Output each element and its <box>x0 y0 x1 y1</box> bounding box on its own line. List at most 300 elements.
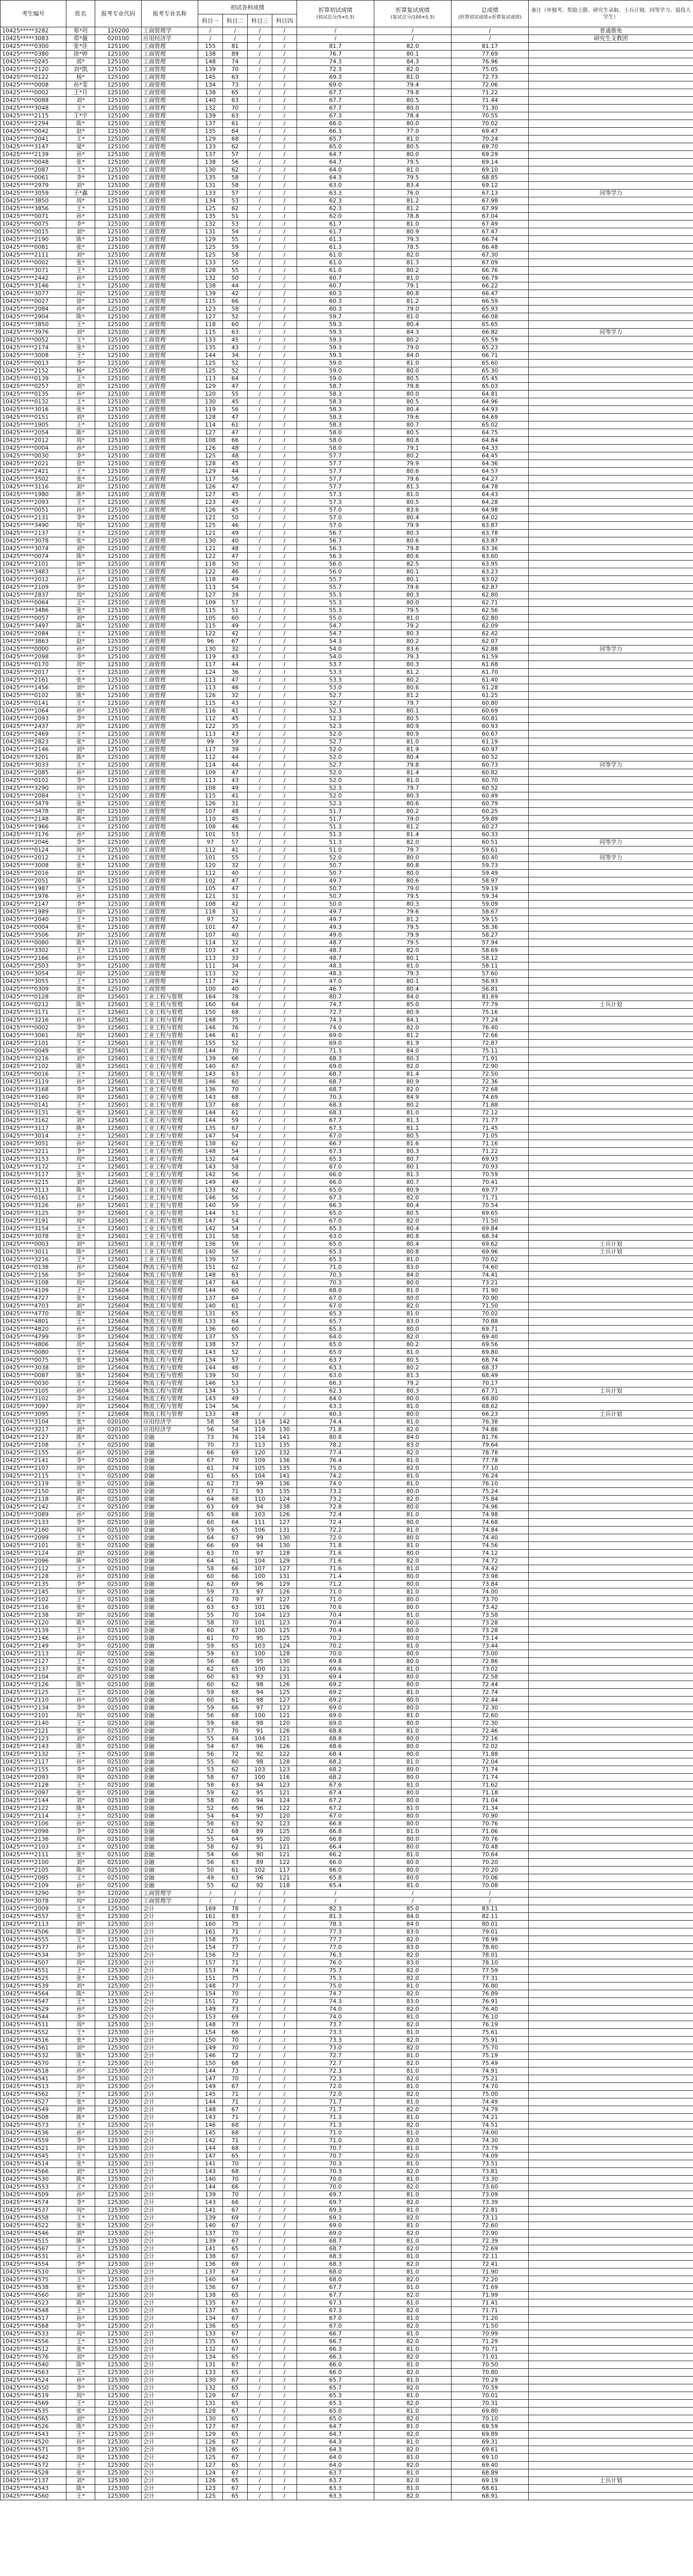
cell-initial-score: 69.0 <box>297 2222 374 2230</box>
cell-total-score: 75.19 <box>452 2052 529 2060</box>
cell-total-score: 68.80 <box>452 1395 529 1403</box>
cell-major-code: 125601 <box>95 1202 142 1210</box>
cell-total-score: 70.93 <box>452 1163 529 1171</box>
cell-retest-score: 81.0 <box>374 166 452 174</box>
cell-remark <box>529 1550 693 1557</box>
cell-subject-4: / <box>272 2207 297 2214</box>
cell-name: 徐*婷 <box>66 50 95 58</box>
cell-major-name: 工商管理 <box>142 391 198 398</box>
cell-total-score: 71.05 <box>452 1132 529 1140</box>
cell-major-code: 125100 <box>95 514 142 522</box>
cell-subject-4: / <box>272 1202 297 1210</box>
cell-major-code: 125300 <box>95 2238 142 2245</box>
cell-total-score: 73.21 <box>452 1279 529 1287</box>
cell-subject-4: / <box>272 275 297 282</box>
cell-subject-3: / <box>248 2377 272 2384</box>
cell-total-score: 72.60 <box>452 2222 529 2230</box>
cell-subject-1: 147 <box>198 1217 223 1225</box>
cell-major-name: 金融 <box>142 1604 198 1612</box>
cell-subject-4: / <box>272 1233 297 1241</box>
cell-major-name: 金融 <box>142 1465 198 1472</box>
cell-major-code: 125601 <box>95 1125 142 1132</box>
cell-total-score: 64.81 <box>452 391 529 398</box>
cell-major-code: 125300 <box>95 1998 142 2006</box>
cell-total-score: 72.30 <box>452 1704 529 1712</box>
cell-remark <box>529 2446 693 2454</box>
cell-subject-3: / <box>248 885 272 893</box>
cell-initial-score: 63.0 <box>297 182 374 190</box>
cell-subject-2: 58 <box>223 1163 248 1171</box>
cell-subject-3: 101 <box>248 1604 272 1612</box>
cell-subject-2: 83 <box>223 1913 248 1921</box>
cell-candidate-id: 10425*****2107 <box>1 1465 66 1472</box>
cell-subject-4: / <box>272 1272 297 1279</box>
cell-total-score: 81.69 <box>452 993 529 1001</box>
cell-subject-1: 138 <box>198 282 223 290</box>
cell-initial-score: 55.0 <box>297 615 374 622</box>
cell-initial-score: 46.7 <box>297 986 374 993</box>
cell-retest-score: 80.0 <box>374 1279 452 1287</box>
table-row <box>1 421 693 429</box>
cell-major-name: 金融 <box>142 1480 198 1488</box>
cell-retest-score: 81.0 <box>374 221 452 228</box>
cell-remark <box>529 2145 693 2153</box>
cell-major-code: 125100 <box>95 236 142 244</box>
cell-subject-4: / <box>272 135 297 143</box>
cell-candidate-id: 10425*****2115 <box>1 112 66 120</box>
table-row <box>1 2238 693 2245</box>
cell-subject-1: 54 <box>198 1812 223 1820</box>
cell-subject-3: / <box>248 429 272 437</box>
cell-name: 孙* <box>66 1882 95 1890</box>
table-row <box>1 615 693 622</box>
cell-total-score: 69.96 <box>452 1248 529 1256</box>
cell-name: 王* <box>66 1967 95 1975</box>
cell-candidate-id: 10425*****2100 <box>1 1859 66 1867</box>
cell-name: 陈* <box>66 236 95 244</box>
cell-remark <box>529 754 693 761</box>
cell-subject-2: 81 <box>223 43 248 50</box>
cell-major-name: 会计 <box>142 2284 198 2292</box>
cell-candidate-id: 10425*****4519 <box>1 2392 66 2400</box>
cell-major-name: 工业工程与管理 <box>142 1024 198 1032</box>
cell-name: 李* <box>66 1333 95 1341</box>
table-row <box>1 282 693 290</box>
cell-name: 李* <box>66 2013 95 2021</box>
cell-subject-4: / <box>272 1024 297 1032</box>
cell-subject-1: 113 <box>198 777 223 785</box>
cell-total-score: 69.29 <box>452 151 529 159</box>
cell-subject-3: / <box>248 622 272 630</box>
table-row <box>1 1681 693 1689</box>
cell-retest-score: 80.3 <box>374 901 452 908</box>
cell-initial-score: 70.6 <box>297 1604 374 1612</box>
cell-major-name: 金融 <box>142 1627 198 1635</box>
cell-remark: 士兵计划 <box>529 1248 693 1256</box>
table-row <box>1 2044 693 2052</box>
cell-major-code: 125100 <box>95 313 142 321</box>
cell-remark <box>529 2191 693 2199</box>
cell-candidate-id: 10425*****2017 <box>1 669 66 676</box>
cell-major-code: 125100 <box>95 421 142 429</box>
cell-subject-2: 69 <box>223 2013 248 2021</box>
cell-major-name: 工商管理 <box>142 306 198 313</box>
cell-subject-1: 118 <box>198 561 223 568</box>
cell-subject-3: / <box>248 514 272 522</box>
cell-retest-score: 81.0 <box>374 2438 452 2446</box>
cell-subject-2: 67 <box>223 1534 248 1542</box>
cell-major-code: 125100 <box>95 522 142 530</box>
cell-subject-1: 145 <box>198 74 223 81</box>
table-row <box>1 1341 693 1349</box>
cell-name: 周* <box>66 1650 95 1658</box>
table-row <box>1 89 693 97</box>
cell-remark <box>529 1959 693 1967</box>
cell-major-name: 会计 <box>142 2037 198 2044</box>
cell-name: 刘* <box>66 1426 95 1434</box>
cell-candidate-id: 10425*****2102 <box>1 1596 66 1604</box>
cell-subject-1: 132 <box>198 2384 223 2392</box>
cell-major-code: 025100 <box>95 1472 142 1480</box>
cell-subject-4: / <box>272 1047 297 1055</box>
cell-remark <box>529 831 693 839</box>
cell-subject-3: / <box>248 707 272 715</box>
table-row <box>1 128 693 135</box>
cell-major-name: 工商管理 <box>142 877 198 885</box>
cell-major-code: 125604 <box>95 1318 142 1326</box>
cell-initial-score: 54.3 <box>297 638 374 646</box>
cell-initial-score: 58.3 <box>297 421 374 429</box>
cell-total-score: 60.51 <box>452 839 529 846</box>
cell-name: 周* <box>66 1465 95 1472</box>
cell-total-score: 66.76 <box>452 267 529 275</box>
cell-subject-4: / <box>272 1936 297 1944</box>
cell-subject-3: / <box>248 1272 272 1279</box>
cell-major-code: 025100 <box>95 1565 142 1573</box>
cell-major-code: 125300 <box>95 2098 142 2106</box>
cell-major-code: 125300 <box>95 2338 142 2346</box>
cell-candidate-id: 10425*****2469 <box>1 731 66 738</box>
table-row <box>1 1519 693 1527</box>
cell-total-score: 73.60 <box>452 2183 529 2191</box>
table-row <box>1 143 693 151</box>
cell-subject-3: / <box>248 2160 272 2168</box>
cell-name: 周* <box>66 1959 95 1967</box>
cell-major-name: 工商管理 <box>142 329 198 336</box>
cell-subject-3: / <box>248 2423 272 2431</box>
cell-subject-3: / <box>248 290 272 298</box>
cell-subject-4: / <box>272 823 297 831</box>
cell-initial-score: 66.3 <box>297 2353 374 2361</box>
cell-name: 张* <box>66 607 95 615</box>
cell-retest-score: 81.4 <box>374 1071 452 1078</box>
cell-total-score: 69.40 <box>452 2462 529 2469</box>
cell-total-score: 75.05 <box>452 66 529 74</box>
cell-total-score: 75.16 <box>452 1009 529 1016</box>
cell-remark <box>529 2075 693 2083</box>
cell-retest-score: 80.0 <box>374 1581 452 1588</box>
cell-total-score: 76.91 <box>452 1998 529 2006</box>
cell-initial-score: 68.3 <box>297 1101 374 1109</box>
cell-subject-4: / <box>272 839 297 846</box>
cell-candidate-id: 10425*****2134 <box>1 1704 66 1712</box>
cell-retest-score: 79.3 <box>374 970 452 978</box>
cell-subject-4: / <box>272 313 297 321</box>
cell-total-score: 66.23 <box>452 1411 529 1418</box>
cell-subject-3: / <box>248 2415 272 2423</box>
cell-name: 周* <box>66 1341 95 1349</box>
cell-candidate-id: 10425*****2120 <box>1 1619 66 1627</box>
cell-name: 李* <box>66 2199 95 2207</box>
cell-remark <box>529 1751 693 1758</box>
cell-retest-score: 81.0 <box>374 1882 452 1890</box>
cell-candidate-id: 10425*****3048 <box>1 105 66 112</box>
cell-initial-score: 77.0 <box>297 1944 374 1952</box>
cell-retest-score: 82.0 <box>374 2060 452 2067</box>
cell-major-name: 工商管理 <box>142 885 198 893</box>
cell-subject-2: 70 <box>223 2191 248 2199</box>
table-row <box>1 1650 693 1658</box>
cell-remark <box>529 336 693 344</box>
cell-subject-3: / <box>248 1140 272 1148</box>
cell-major-name: 工业工程与管理 <box>142 1117 198 1125</box>
cell-subject-4: / <box>272 1372 297 1380</box>
cell-total-score: 59.49 <box>452 870 529 877</box>
cell-subject-3: / <box>248 452 272 460</box>
cell-name: 周* <box>66 1156 95 1163</box>
table-row <box>1 1859 693 1867</box>
cell-initial-score: 55.7 <box>297 576 374 584</box>
cell-retest-score: 80.0 <box>374 1658 452 1666</box>
cell-candidate-id: 10425*****2093 <box>1 499 66 506</box>
cell-subject-4: 116 <box>272 1774 297 1782</box>
cell-total-score: 70.02 <box>452 1256 529 1264</box>
cell-name: 张* <box>66 159 95 166</box>
cell-total-score: 74.40 <box>452 1534 529 1542</box>
cell-remark <box>529 1897 693 1905</box>
cell-subject-1: 144 <box>198 1287 223 1295</box>
cell-major-code: 120200 <box>95 1897 142 1905</box>
cell-remark <box>529 1032 693 1040</box>
cell-total-score: 72.69 <box>452 2245 529 2253</box>
cell-total-score: 73.42 <box>452 1604 529 1612</box>
cell-subject-1: 61 <box>198 1472 223 1480</box>
table-row <box>1 182 693 190</box>
cell-major-name: 物流工程与管理 <box>142 1302 198 1310</box>
cell-candidate-id: 10425*****4558 <box>1 2214 66 2222</box>
cell-major-code: 125100 <box>95 607 142 615</box>
cell-total-score: 64.36 <box>452 460 529 468</box>
cell-subject-2: 49 <box>223 499 248 506</box>
cell-major-code: 025100 <box>95 1465 142 1472</box>
cell-major-name: 金融 <box>142 1588 198 1596</box>
table-row <box>1 1333 693 1341</box>
cell-subject-4: / <box>272 1241 297 1248</box>
cell-subject-1: 148 <box>198 1016 223 1024</box>
cell-major-code: 125100 <box>95 360 142 367</box>
cell-major-code: 125604 <box>95 1387 142 1395</box>
cell-remark <box>529 1890 693 1897</box>
cell-major-name: 工商管理 <box>142 846 198 854</box>
cell-retest-score: 84.0 <box>374 1921 452 1928</box>
cell-name: 赵* <box>66 638 95 646</box>
cell-subject-2: 76 <box>223 1434 248 1442</box>
cell-name: 王* <box>66 2462 95 2469</box>
table-row <box>1 924 693 931</box>
cell-retest-score: 80.0 <box>374 1619 452 1627</box>
cell-remark <box>529 476 693 483</box>
cell-retest-score: 80.3 <box>374 1055 452 1063</box>
cell-subject-2: 61 <box>223 1697 248 1704</box>
cell-initial-score: 66.3 <box>297 1380 374 1387</box>
table-row <box>1 1990 693 1998</box>
cell-candidate-id: 10425*****4532 <box>1 2052 66 2060</box>
cell-subject-1: 139 <box>198 2214 223 2222</box>
cell-major-code: 125300 <box>95 2292 142 2299</box>
cell-remark <box>529 2091 693 2098</box>
table-row <box>1 993 693 1001</box>
cell-retest-score: 80.1 <box>374 955 452 962</box>
cell-total-score: 72.20 <box>452 2276 529 2284</box>
cell-name: 王* <box>66 1349 95 1357</box>
cell-retest-score: 79.7 <box>374 846 452 854</box>
cell-retest-score: 80.0 <box>374 1697 452 1704</box>
cell-remark <box>529 1302 693 1310</box>
cell-initial-score: 58.3 <box>297 391 374 398</box>
cell-remark <box>529 1820 693 1828</box>
cell-subject-1: 59 <box>198 1650 223 1658</box>
cell-major-name: 工业工程与管理 <box>142 1163 198 1171</box>
cell-major-name: 金融 <box>142 1782 198 1789</box>
cell-subject-4: 125 <box>272 1635 297 1642</box>
cell-retest-score: 80.4 <box>374 986 452 993</box>
table-row <box>1 1967 693 1975</box>
table-row <box>1 1248 693 1256</box>
cell-subject-3: / <box>248 1016 272 1024</box>
cell-name: 王* <box>66 700 95 707</box>
cell-subject-1: 70 <box>198 1442 223 1449</box>
cell-major-name: 工商管理 <box>142 429 198 437</box>
cell-subject-2: 47 <box>223 676 248 684</box>
table-row <box>1 785 693 792</box>
cell-subject-2: 50 <box>223 561 248 568</box>
cell-retest-score: 81.2 <box>374 1032 452 1040</box>
cell-major-code: 125100 <box>95 43 142 50</box>
cell-remark <box>529 2083 693 2091</box>
cell-name: 李* <box>66 174 95 182</box>
cell-subject-3: / <box>248 599 272 607</box>
table-row <box>1 2214 693 2222</box>
cell-name: 徐* <box>66 460 95 468</box>
cell-major-code: 125601 <box>95 1009 142 1016</box>
cell-subject-3: 95 <box>248 1658 272 1666</box>
cell-subject-2: 70 <box>223 66 248 74</box>
cell-subject-3: / <box>248 947 272 955</box>
cell-retest-score: 80.5 <box>374 715 452 723</box>
cell-remark <box>529 1125 693 1132</box>
cell-major-code: 125100 <box>95 159 142 166</box>
cell-major-code: 125300 <box>95 2176 142 2183</box>
cell-initial-score: 54.0 <box>297 653 374 661</box>
cell-candidate-id: 10425*****2128 <box>1 1573 66 1581</box>
cell-initial-score: 68.2 <box>297 1758 374 1766</box>
cell-candidate-id: 10425*****2009 <box>1 1905 66 1913</box>
cell-candidate-id: 10425*****2109 <box>1 584 66 591</box>
cell-total-score: 65.45 <box>452 375 529 383</box>
cell-major-name: 工商管理 <box>142 120 198 128</box>
cell-name: 张* <box>66 2408 95 2415</box>
total-title: 总成绩 <box>481 6 498 13</box>
cell-remark <box>529 970 693 978</box>
table-row <box>1 1998 693 2006</box>
cell-subject-4: / <box>272 2438 297 2446</box>
cell-candidate-id: 10425*****2140 <box>1 1720 66 1727</box>
cell-subject-1: 139 <box>198 1372 223 1380</box>
cell-subject-2: 71 <box>223 2137 248 2145</box>
table-row <box>1 2168 693 2176</box>
cell-subject-3: / <box>248 955 272 962</box>
cell-candidate-id: 10425*****3014 <box>1 1132 66 1140</box>
cell-major-code: 125300 <box>95 2021 142 2029</box>
table-row <box>1 1596 693 1604</box>
cell-total-score: 72.12 <box>452 1109 529 1117</box>
cell-subject-1: 130 <box>198 2415 223 2423</box>
cell-major-code: 125604 <box>95 1295 142 1302</box>
cell-name: 刘* <box>66 1612 95 1619</box>
cell-initial-score: 67.7 <box>297 2292 374 2299</box>
cell-subject-1: 160 <box>198 1001 223 1009</box>
cell-subject-1: 127 <box>198 2462 223 2469</box>
cell-major-name: 金融 <box>142 1743 198 1751</box>
cell-remark <box>529 1163 693 1171</box>
cell-retest-score: 76.0 <box>374 190 452 197</box>
cell-candidate-id: 10425*****2110 <box>1 1697 66 1704</box>
cell-subject-3: / <box>248 2083 272 2091</box>
cell-major-name: 物流工程与管理 <box>142 1395 198 1403</box>
cell-name: 孙* <box>66 707 95 715</box>
cell-subject-3: / <box>248 1001 272 1009</box>
cell-retest-score: 80.2 <box>374 1364 452 1372</box>
cell-major-code: 120200 <box>95 27 142 35</box>
table-row <box>1 97 693 105</box>
cell-subject-3: 96 <box>248 1874 272 1882</box>
cell-subject-2: 66 <box>223 1851 248 1859</box>
cell-major-name: 金融 <box>142 1650 198 1658</box>
cell-initial-score: 51.3 <box>297 839 374 846</box>
cell-major-name: 金融 <box>142 1573 198 1581</box>
cell-major-name: 会计 <box>142 1921 198 1928</box>
cell-subject-4: / <box>272 50 297 58</box>
cell-initial-score: 73.2 <box>297 1496 374 1503</box>
cell-subject-3: / <box>248 483 272 491</box>
cell-remark <box>529 1511 693 1519</box>
cell-retest-score: 79.3 <box>374 236 452 244</box>
table-row <box>1 367 693 375</box>
cell-major-name: 工商管理 <box>142 58 198 66</box>
cell-subject-4: / <box>272 2245 297 2253</box>
cell-retest-score: 81.0 <box>374 2052 452 2060</box>
cell-subject-1: 137 <box>198 1101 223 1109</box>
table-row <box>1 1472 693 1480</box>
cell-initial-score: 53.0 <box>297 684 374 692</box>
cell-major-name: 金融 <box>142 1581 198 1588</box>
table-row <box>1 2145 693 2153</box>
cell-major-code: 125300 <box>95 1936 142 1944</box>
cell-subject-1: 56 <box>198 1751 223 1758</box>
cell-remark <box>529 1843 693 1851</box>
cell-candidate-id: 10425*****2096 <box>1 1557 66 1565</box>
cell-total-score: 66.74 <box>452 236 529 244</box>
